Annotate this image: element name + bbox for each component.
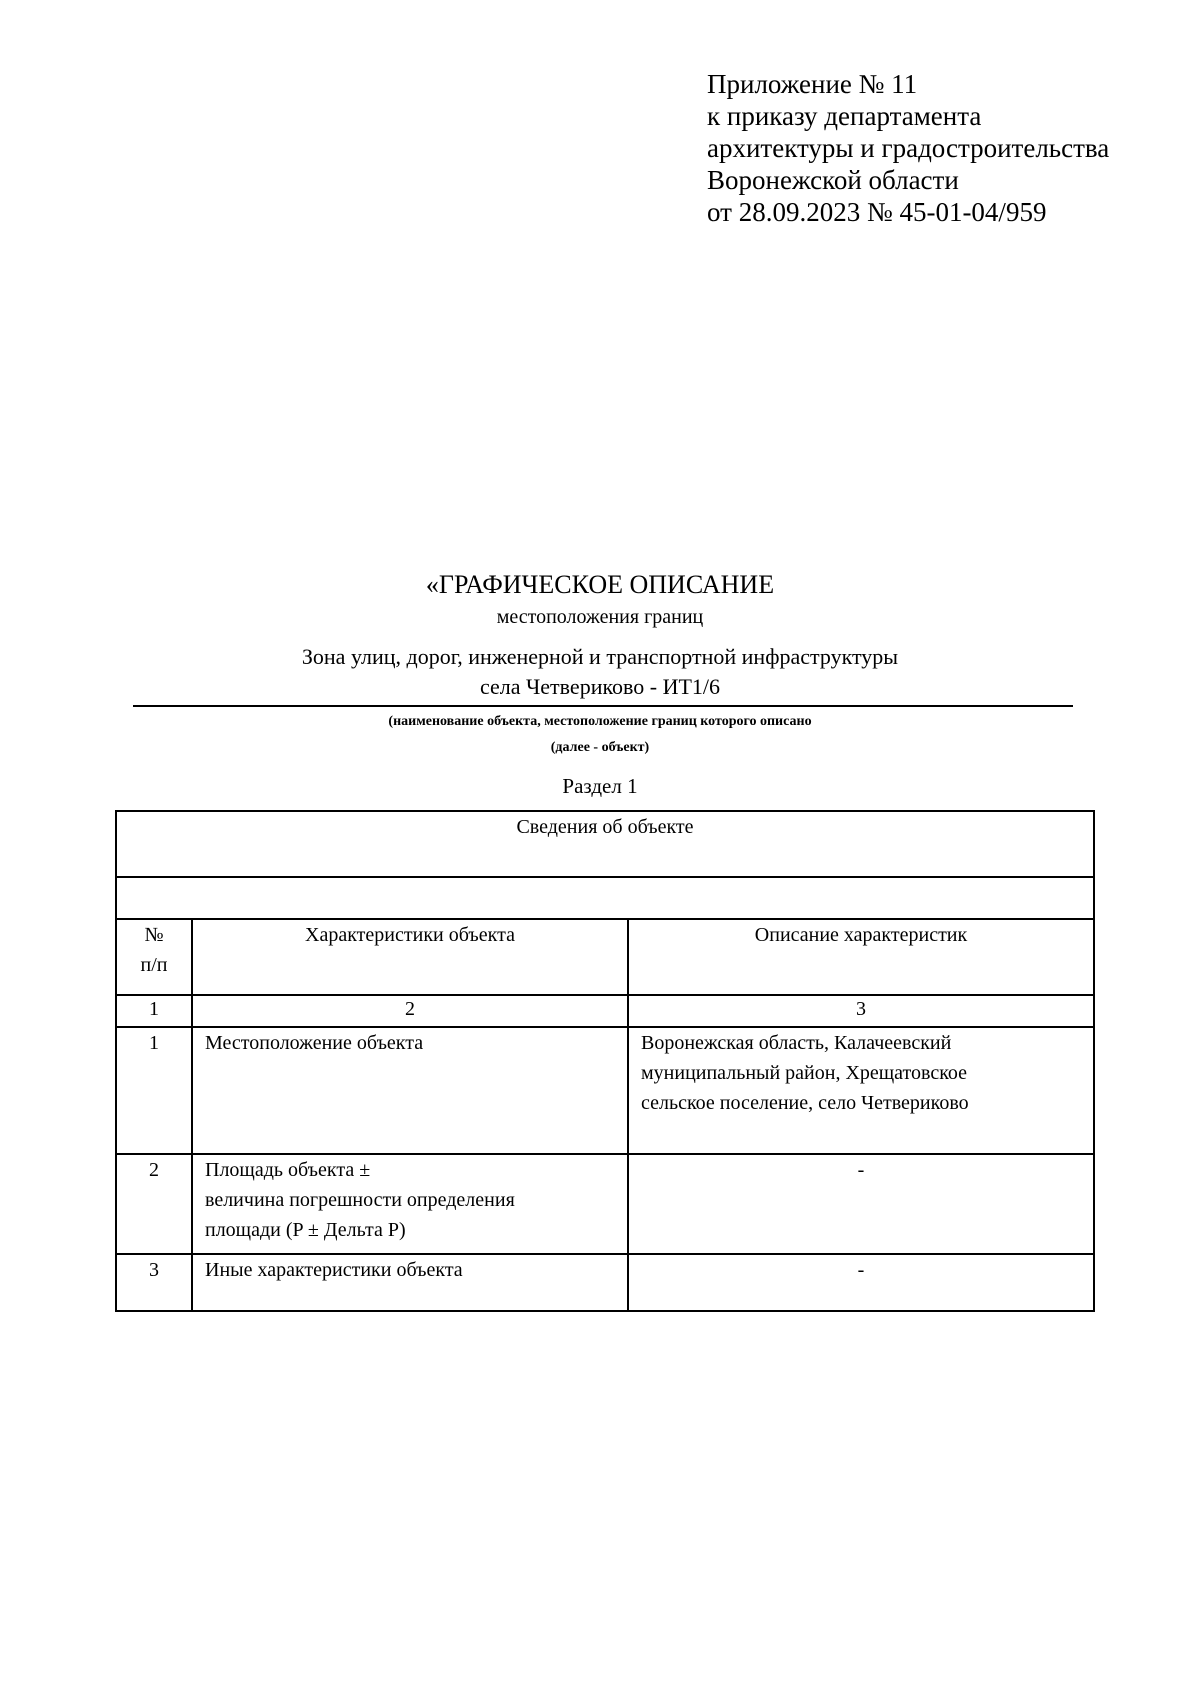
column-numbers-row bbox=[116, 995, 1094, 1027]
column-number-3: 3 bbox=[628, 995, 1094, 1027]
table-header-row bbox=[116, 919, 1094, 995]
row-characteristic bbox=[192, 1027, 628, 1154]
characteristic-line: площади (P ± Дельта P) bbox=[205, 1219, 406, 1241]
empty-cell bbox=[116, 877, 1094, 919]
row-description: - bbox=[628, 1254, 1094, 1311]
appendix-number: Приложение № 11 bbox=[707, 69, 918, 99]
header-number-sign: № bbox=[144, 924, 164, 946]
description-line: Воронежская область, Калачеевский bbox=[641, 1032, 952, 1054]
description-line: муниципальный район, Хрещатовское bbox=[641, 1062, 968, 1084]
row-number: 2 bbox=[116, 1154, 192, 1254]
appendix-department: архитектуры и градостроительства bbox=[707, 133, 1110, 163]
appendix-block bbox=[707, 68, 1109, 228]
caption-line-1: (наименование объекта, местоположение границ которого описано bbox=[388, 714, 812, 729]
row-number: 3 bbox=[116, 1254, 192, 1311]
row-characteristic bbox=[192, 1154, 628, 1254]
characteristic-line: Иные характеристики объекта bbox=[205, 1259, 463, 1281]
table-title-row bbox=[116, 811, 1094, 877]
header-number-abbr: п/п bbox=[140, 954, 168, 976]
row-characteristic bbox=[192, 1254, 628, 1311]
table-empty-row bbox=[116, 877, 1094, 919]
object-name-underline bbox=[133, 705, 1073, 707]
appendix-order-ref: к приказу департамента bbox=[707, 101, 982, 131]
characteristic-line: величина погрешности определения bbox=[205, 1189, 515, 1211]
header-number bbox=[116, 919, 192, 995]
header-characteristics: Характеристики объекта bbox=[192, 919, 628, 995]
object-name bbox=[0, 642, 1200, 702]
table-row bbox=[116, 1154, 1094, 1254]
description-line: сельское поселение, село Четвериково bbox=[641, 1092, 969, 1114]
header-description: Описание характеристик bbox=[628, 919, 1094, 995]
caption-line-2: (далее - объект) bbox=[550, 740, 650, 755]
column-number-1: 1 bbox=[116, 995, 192, 1027]
section-label: Раздел 1 bbox=[562, 774, 638, 798]
document-subtitle: местоположения границ bbox=[496, 606, 704, 628]
column-number-2: 2 bbox=[192, 995, 628, 1027]
object-name-line-1: Зона улиц, дорог, инженерной и транспортной инфраструктуры bbox=[301, 644, 899, 669]
document-title: «ГРАФИЧЕСКОЕ ОПИСАНИЕ bbox=[425, 570, 775, 599]
row-number: 1 bbox=[116, 1027, 192, 1154]
appendix-region: Воронежской области bbox=[707, 165, 959, 195]
characteristic-line: Местоположение объекта bbox=[205, 1032, 424, 1054]
table-row bbox=[116, 1254, 1094, 1311]
table-row bbox=[116, 1027, 1094, 1154]
characteristic-line: Площадь объекта ± bbox=[205, 1159, 371, 1181]
object-info-table bbox=[115, 810, 1095, 1312]
appendix-date-number: от 28.09.2023 № 45-01-04/959 bbox=[707, 197, 1047, 227]
table-title: Сведения об объекте bbox=[116, 811, 1094, 877]
row-description bbox=[628, 1027, 1094, 1154]
row-description: - bbox=[628, 1154, 1094, 1254]
object-name-caption bbox=[0, 709, 1200, 761]
object-name-line-2: села Четвериково - ИТ1/6 bbox=[479, 674, 721, 699]
